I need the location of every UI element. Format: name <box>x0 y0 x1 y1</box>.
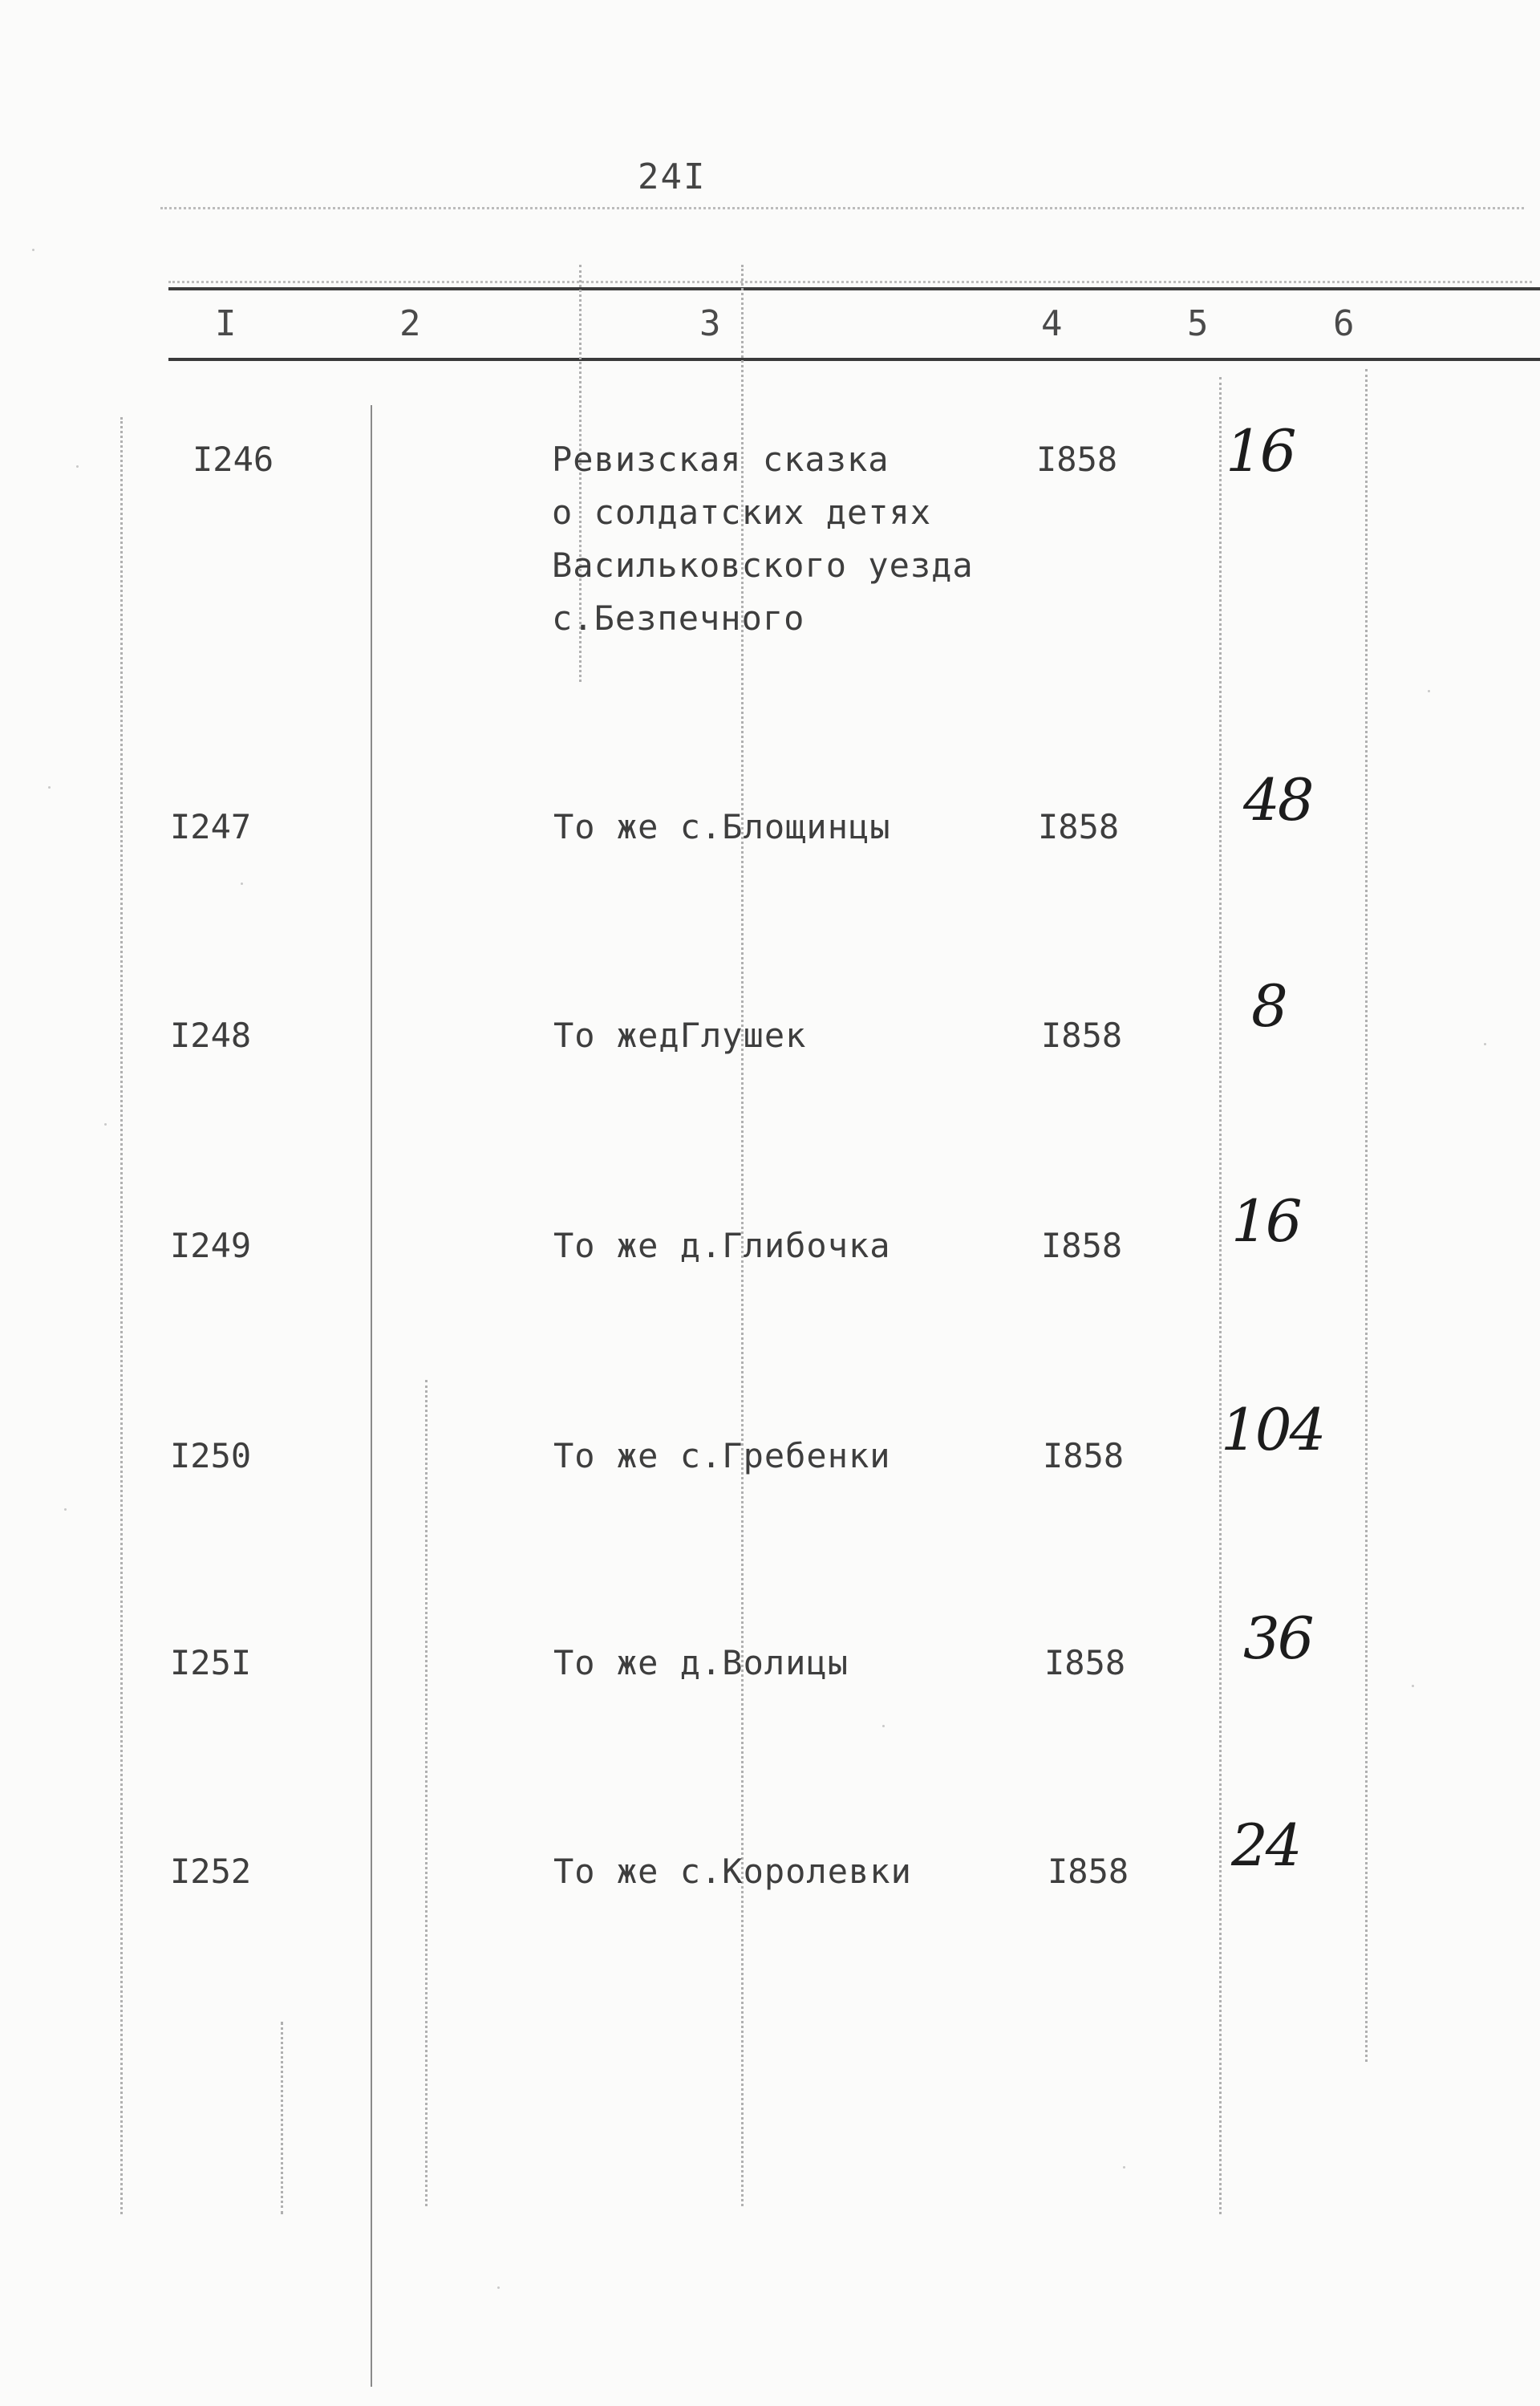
row-4-description: То же д.Глибочка <box>553 1226 891 1265</box>
row-3-sheet-count: 8 <box>1251 972 1286 1040</box>
row-1-year: I858 <box>1036 440 1118 479</box>
row-3-description: То жедГлушек <box>553 1016 807 1055</box>
row-6-year: I858 <box>1044 1643 1126 1682</box>
row-1-sheet-count: 16 <box>1226 417 1295 485</box>
row-5-sheet-count: 104 <box>1221 1396 1324 1463</box>
header-dotted-line <box>168 281 1532 283</box>
row-7-year: I858 <box>1048 1852 1129 1891</box>
row-2-description: То же с.Блощинцы <box>553 807 891 846</box>
row-1-number: I246 <box>192 440 274 479</box>
column-header-6: 6 <box>1333 303 1355 344</box>
row-7-number: I252 <box>170 1852 252 1891</box>
row-1-description: Ревизская сказка о солдатских детях Васильковского уезда с.Безпечного <box>552 440 974 638</box>
row-6-sheet-count: 36 <box>1243 1605 1312 1672</box>
column-header-3: 3 <box>699 303 721 344</box>
row-3-year: I858 <box>1041 1016 1123 1055</box>
top-dotted-line <box>160 207 1524 209</box>
row-2-year: I858 <box>1038 807 1120 846</box>
column-header-1: I <box>215 303 237 344</box>
row-5-year: I858 <box>1043 1436 1125 1475</box>
column-header-5: 5 <box>1187 303 1209 344</box>
column-header-4: 4 <box>1041 303 1063 344</box>
col-5-separator <box>1219 377 1222 2214</box>
row-5-description: То же с.Гребенки <box>553 1436 891 1475</box>
row-4-sheet-count: 16 <box>1231 1187 1300 1255</box>
col-2-separator <box>371 405 372 2387</box>
row-6-description: То же д.Волицы <box>553 1643 849 1682</box>
header-top-rule <box>168 287 1540 290</box>
col-6-separator <box>1365 369 1368 2062</box>
header-bottom-rule <box>168 358 1540 361</box>
row-3-number: I248 <box>170 1016 252 1055</box>
row-5-number: I250 <box>170 1436 252 1475</box>
page-number: 24I <box>638 156 707 197</box>
row-4-year: I858 <box>1041 1226 1123 1265</box>
row-7-sheet-count: 24 <box>1231 1812 1300 1879</box>
col-1-separator <box>281 2022 283 2214</box>
row-7-description: То же с.Королевки <box>553 1852 912 1891</box>
row-2-sheet-count: 48 <box>1243 766 1312 834</box>
row-4-number: I249 <box>170 1226 252 1265</box>
left-margin-line <box>120 417 123 2214</box>
col-3-left-line <box>425 1380 428 2206</box>
row-2-number: I247 <box>170 807 252 846</box>
row-6-number: I25I <box>170 1643 252 1682</box>
column-header-2: 2 <box>399 303 421 344</box>
